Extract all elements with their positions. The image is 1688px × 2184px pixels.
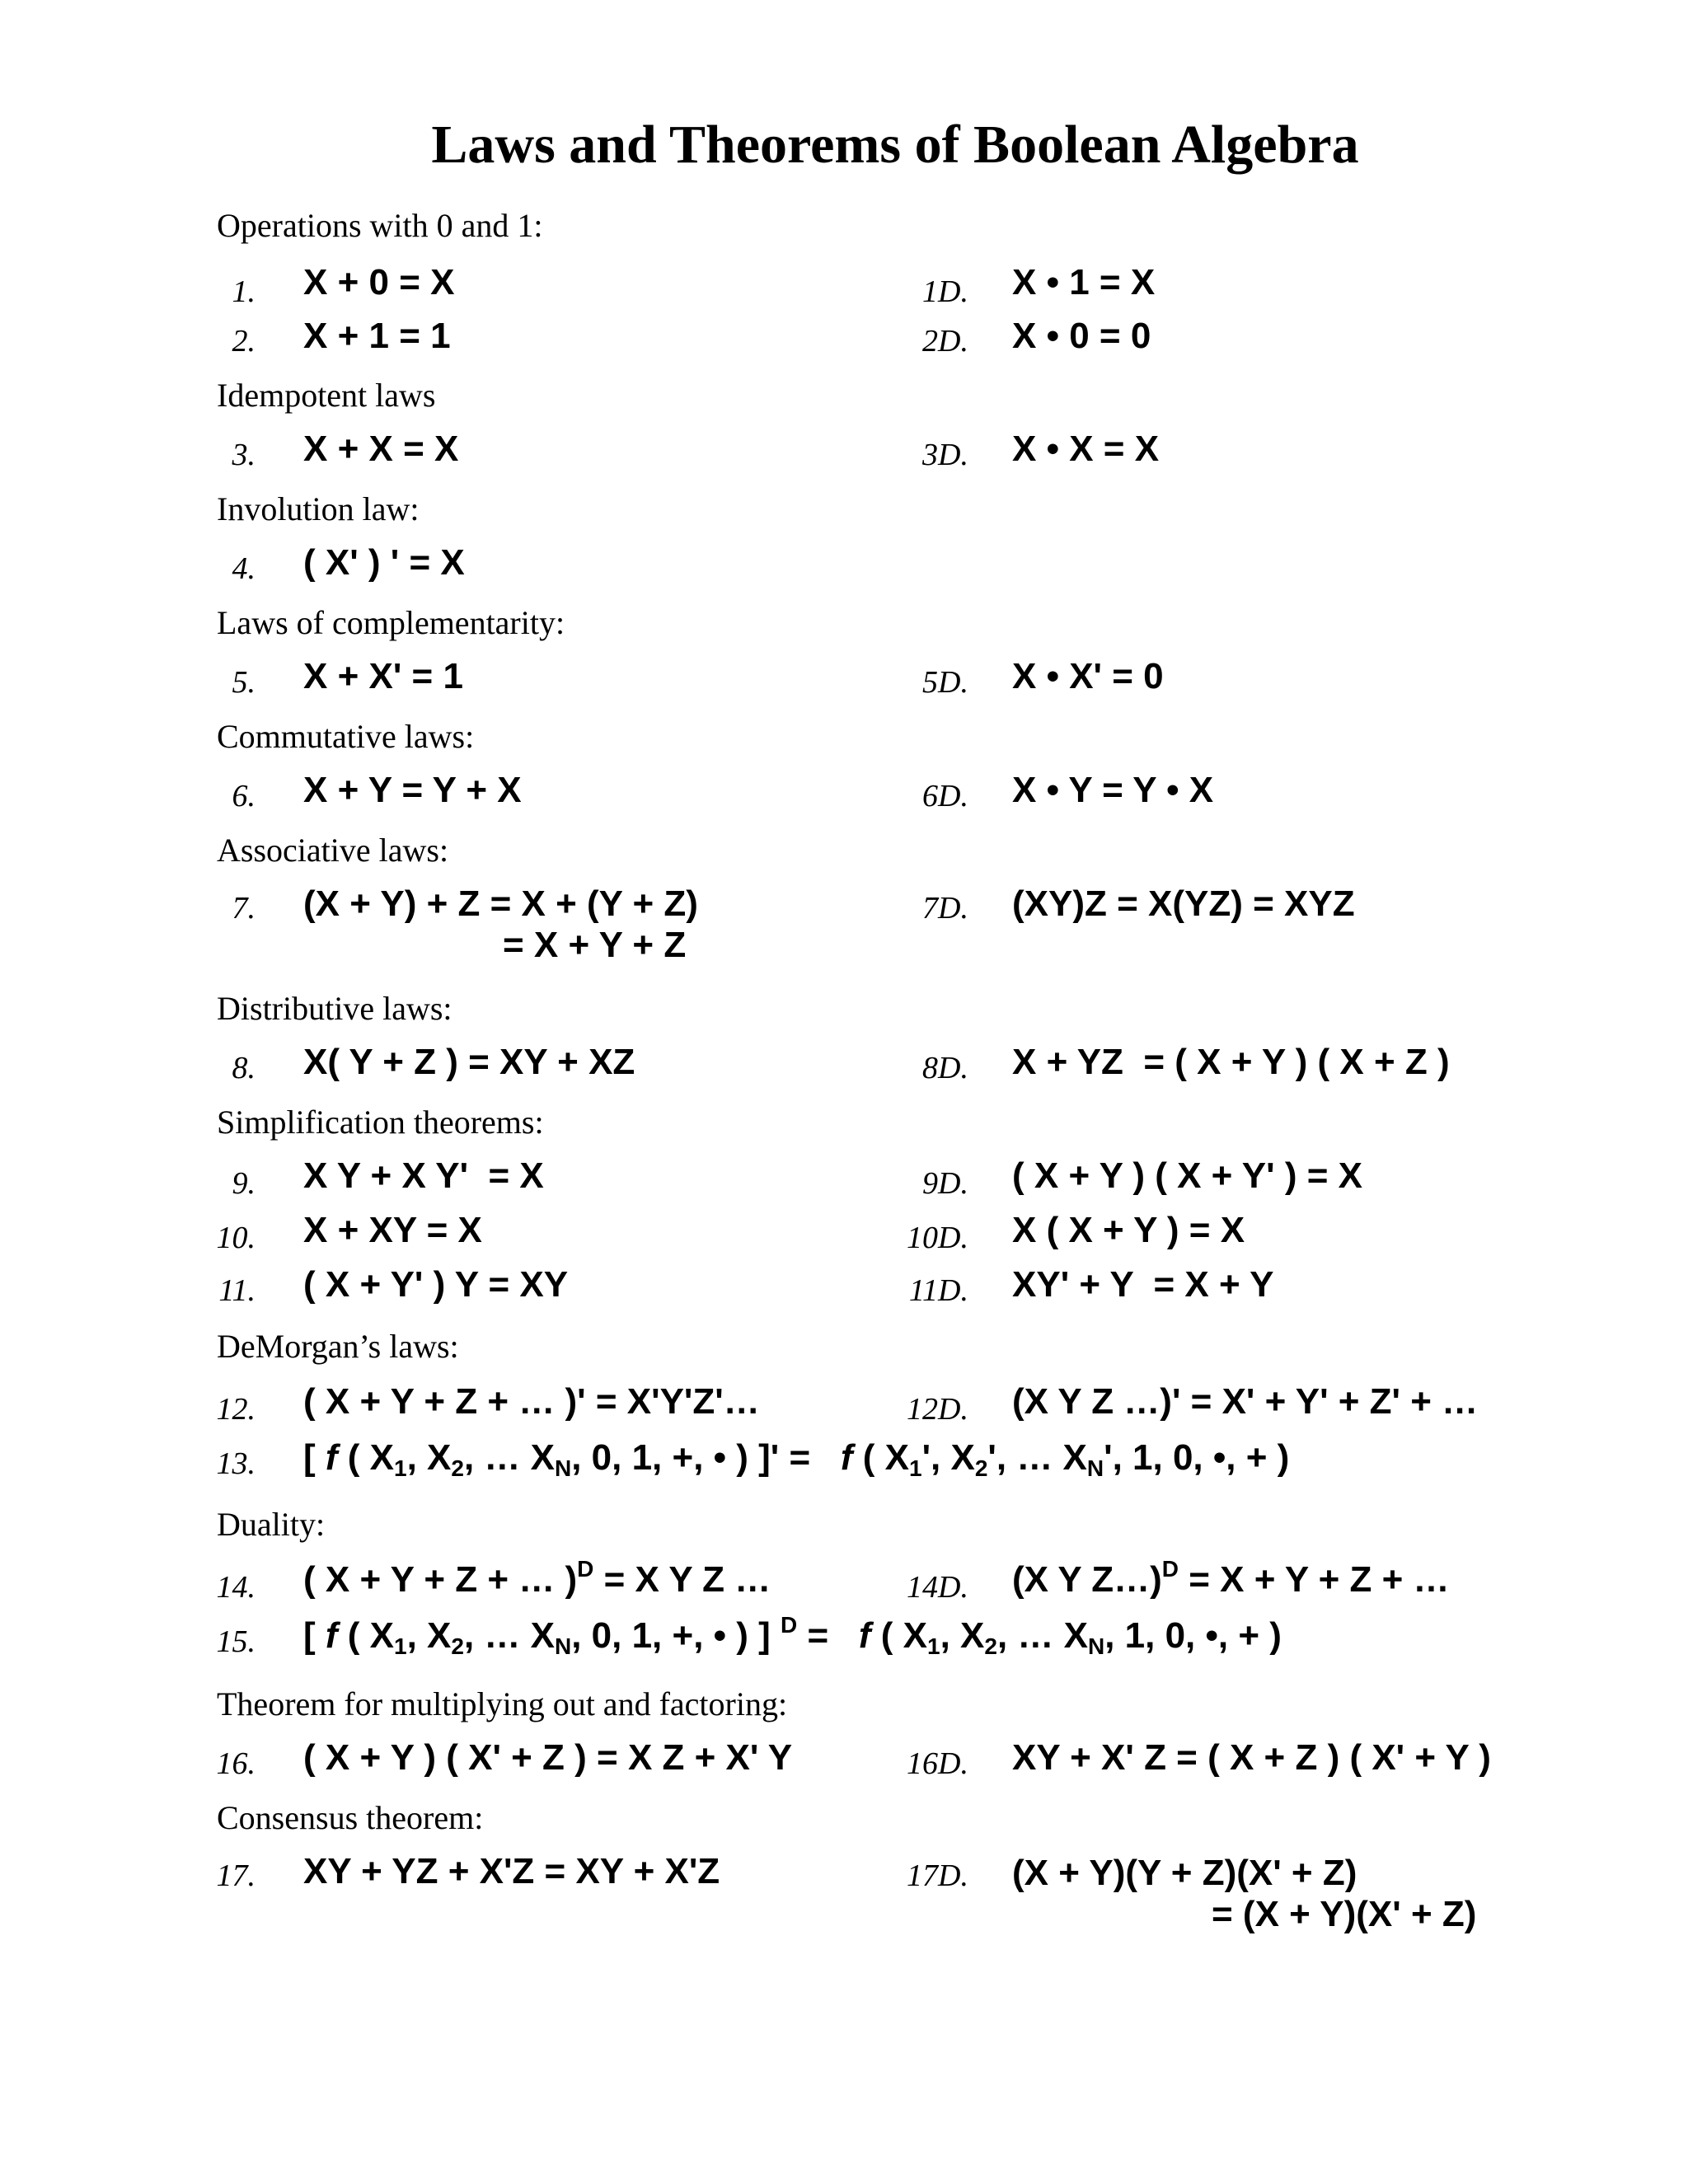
section-heading: Associative laws: (217, 832, 449, 869)
law-number: 7. (232, 891, 256, 926)
law-number: 14. (216, 1570, 256, 1605)
law-equation: X + Y = Y + X (303, 770, 522, 810)
law-number: 13. (216, 1446, 256, 1481)
dual-law-equation: X • Y = Y • X (1012, 770, 1214, 810)
dual-law-equation: X • 0 = 0 (1012, 316, 1151, 356)
section-heading: Idempotent laws (217, 377, 436, 414)
law-equation: X + 1 = 1 (303, 316, 451, 356)
law-equation: X( Y + Z ) = XY + XZ (303, 1042, 635, 1082)
law-number: 8. (232, 1051, 256, 1085)
section-heading: Commutative laws: (217, 718, 475, 755)
page-title: Laws and Theorems of Boolean Algebra (431, 115, 1359, 175)
law-number: 1. (232, 274, 256, 309)
section-heading: DeMorgan’s laws: (217, 1328, 459, 1365)
law-number: 11. (218, 1273, 256, 1308)
law-equation: XY + YZ + X'Z = XY + X'Z (303, 1851, 720, 1891)
dual-law-number: 10D. (907, 1221, 968, 1255)
dual-law-equation: X • 1 = X (1012, 262, 1156, 302)
section-heading: Laws of complementarity: (217, 604, 565, 641)
law-equation: (X + Y) + Z = X + (Y + Z) (303, 883, 698, 924)
dual-law-number: 9D. (922, 1166, 968, 1201)
dual-law-equation: XY' + Y = X + Y (1012, 1264, 1274, 1305)
law-equation: ( X + Y' ) Y = XY (303, 1264, 569, 1305)
law-number: 17. (216, 1858, 256, 1893)
law-equation: ( X + Y + Z + … )' = X'Y'Z'… (303, 1381, 760, 1422)
law-equation: X + X' = 1 (303, 656, 463, 696)
section-heading: Consensus theorem: (217, 1799, 484, 1836)
dual-law-number: 5D. (922, 665, 968, 700)
law-equation: ( X' ) ' = X (303, 542, 465, 583)
dual-law-equation: X + YZ = ( X + Y ) ( X + Z ) (1012, 1042, 1450, 1082)
law-number: 3. (232, 438, 256, 472)
law-number: 4. (232, 551, 256, 586)
dual-law-number: 12D. (907, 1392, 968, 1427)
section-heading: Involution law: (217, 490, 420, 527)
law-number: 10. (216, 1221, 256, 1255)
section-heading: Distributive laws: (217, 990, 452, 1027)
law-equation-continuation: = X + Y + Z (503, 925, 687, 965)
section-heading: Simplification theorems: (217, 1104, 544, 1141)
dual-law-number: 11D. (908, 1273, 968, 1308)
law-number: 9. (232, 1166, 256, 1201)
law-equation-generalized-duality: [ f ( $X_1$, $X_2$, … $X_N$, 0, 1, +, • ) ] $^D$ = f ( $X_1$, $X_2$, … $X_N$, 1, 0, •, + ) (303, 1612, 1282, 1659)
dual-law-equation: XY + X' Z = ( X + Z ) ( X' + Y ) (1012, 1737, 1491, 1778)
dual-law-number: 14D. (907, 1570, 968, 1605)
dual-law-equation-continuation: = (X + Y)(X' + Z) (1212, 1894, 1477, 1934)
law-equation: X + XY = X (303, 1210, 482, 1250)
dual-law-equation: ( X + Y ) ( X + Y' ) = X (1012, 1155, 1362, 1196)
law-equation: ( X + Y + Z + … )$^D$ = X Y Z … (303, 1556, 771, 1600)
dual-law-number: 8D. (922, 1051, 968, 1085)
law-equation-generalized-demorgan: [ f ( $X_1$, $X_2$, … $X_N$, 0, 1, +, • ) ]' = f ( $X_1'$, $X_2'$, … $X_N'$, 1, 0, •, + ) (303, 1437, 1290, 1481)
dual-law-number: 16D. (907, 1746, 968, 1781)
dual-law-number: 6D. (922, 779, 968, 813)
dual-law-equation: (XY)Z = X(YZ) = XYZ (1012, 883, 1355, 924)
section-heading: Duality: (217, 1506, 326, 1543)
dual-law-number: 3D. (922, 438, 968, 472)
dual-law-number: 1D. (922, 274, 968, 309)
law-number: 15. (216, 1624, 256, 1659)
law-equation: X Y + X Y' = X (303, 1155, 544, 1196)
dual-law-number: 2D. (922, 324, 968, 359)
dual-law-number: 7D. (922, 891, 968, 926)
section-heading: Operations with 0 and 1: (217, 207, 543, 244)
law-number: 5. (232, 665, 256, 700)
dual-law-equation: (X Y Z…)$^D$ = X + Y + Z + … (1012, 1556, 1450, 1600)
section-heading: Theorem for multiplying out and factoring: (217, 1685, 788, 1722)
law-equation: ( X + Y ) ( X' + Z ) = X Z + X' Y (303, 1737, 793, 1778)
dual-law-equation: X • X' = 0 (1012, 656, 1164, 696)
law-number: 6. (232, 779, 256, 813)
law-number: 2. (232, 324, 256, 359)
law-number: 12. (216, 1392, 256, 1427)
dual-law-number: 17D. (907, 1858, 968, 1893)
law-equation: X + X = X (303, 429, 459, 469)
law-number: 16. (216, 1746, 256, 1781)
dual-law-equation: X • X = X (1012, 429, 1160, 469)
law-equation: X + 0 = X (303, 262, 455, 302)
dual-law-equation: (X Y Z …)' = X' + Y' + Z' + … (1012, 1381, 1479, 1422)
dual-law-equation: (X + Y)(Y + Z)(X' + Z) (1012, 1853, 1357, 1893)
dual-law-equation: X ( X + Y ) = X (1012, 1210, 1245, 1250)
